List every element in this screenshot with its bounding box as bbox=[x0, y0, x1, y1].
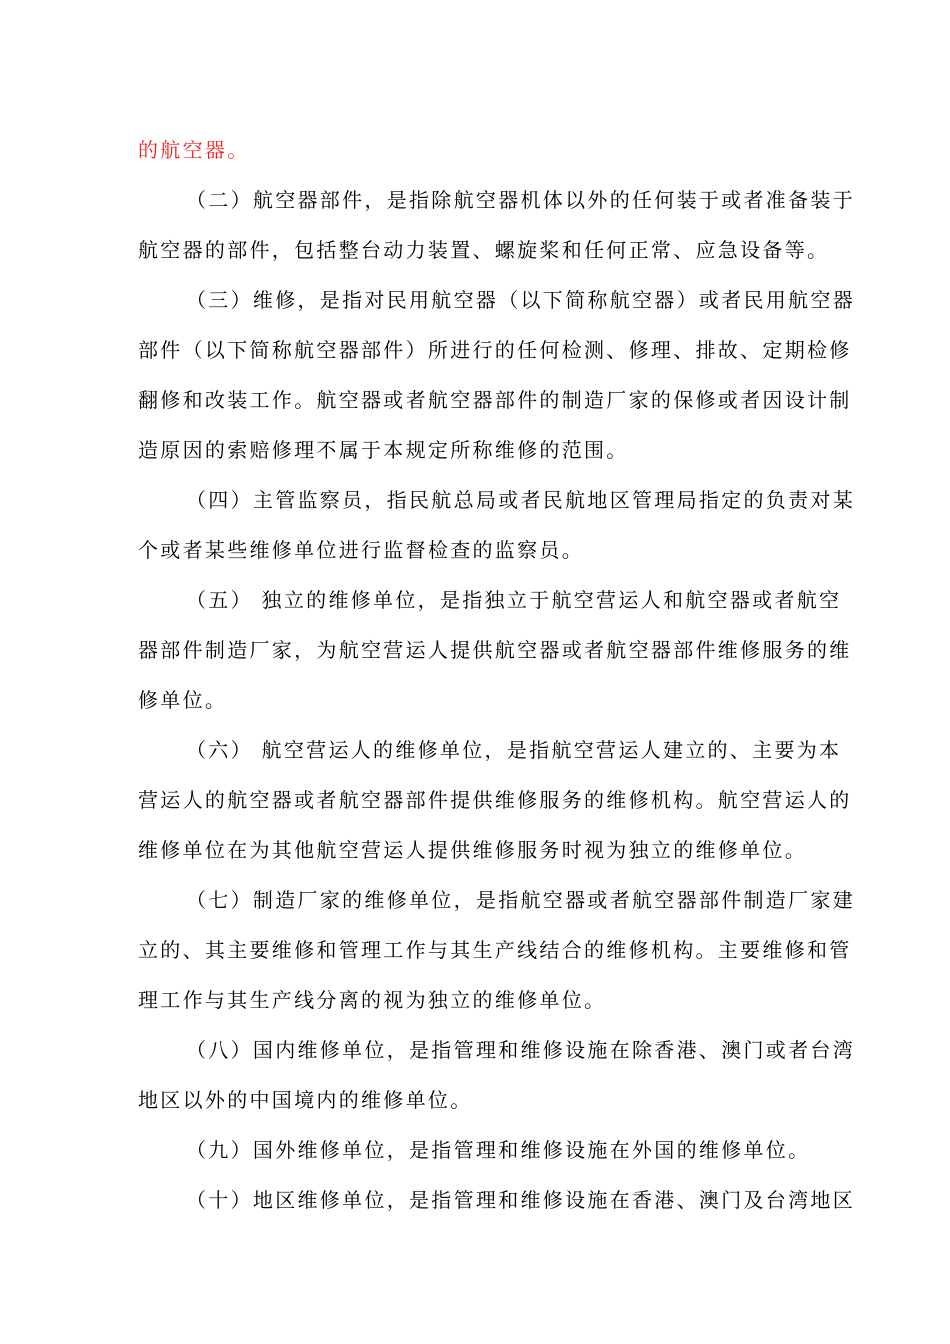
text-line-item-7: （七）制造厂家的维修单位，是指航空器或者航空器部件制造厂家建 bbox=[186, 888, 855, 912]
text-line-item-8: （八）国内维修单位，是指管理和维修设施在除香港、澳门或者台湾 bbox=[186, 1038, 855, 1062]
text-line: 维修单位在为其他航空营运人提供维修服务时视为独立的维修单位。 bbox=[138, 838, 807, 862]
text-line-item-9: （九）国外维修单位，是指管理和维修设施在外国的维修单位。 bbox=[186, 1138, 811, 1162]
text-line: 航空器的部件，包括整台动力装置、螺旋桨和任何正常、应急设备等。 bbox=[138, 238, 830, 262]
text-line: 个或者某些维修单位进行监督检查的监察员。 bbox=[138, 538, 584, 562]
text-line: 地区以外的中国境内的维修单位。 bbox=[138, 1088, 473, 1112]
text-line: 修单位。 bbox=[138, 688, 228, 712]
text-line: 器部件制造厂家，为航空营运人提供航空器或者航空器部件维修服务的维 bbox=[138, 638, 852, 662]
text-line-item-2: （二）航空器部件，是指除航空器机体以外的任何装于或者准备装于 bbox=[186, 188, 855, 212]
text-line: 理工作与其生产线分离的视为独立的维修单位。 bbox=[138, 988, 607, 1012]
text-line-item-10: （十）地区维修单位，是指管理和维修设施在香港、澳门及台湾地区 bbox=[186, 1188, 855, 1212]
text-line-item-6: （六） 航空营运人的维修单位，是指航空营运人建立的、主要为本 bbox=[186, 738, 842, 762]
text-line-item-5: （五） 独立的维修单位，是指独立于航空营运人和航空器或者航空 bbox=[186, 588, 842, 612]
text-line: 翻修和改装工作。航空器或者航空器部件的制造厂家的保修或者因设计制 bbox=[138, 388, 852, 412]
text-line-item-3: （三）维修，是指对民用航空器（以下简称航空器）或者民用航空器 bbox=[186, 288, 855, 312]
text-line: 部件（以下简称航空器部件）所进行的任何检测、修理、排故、定期检修 bbox=[138, 338, 852, 362]
text-line: 立的、其主要维修和管理工作与其生产线结合的维修机构。主要维修和管 bbox=[138, 938, 852, 962]
text-line-continuation-red: 的航空器。 bbox=[138, 138, 250, 162]
text-line: 营运人的航空器或者航空器部件提供维修服务的维修机构。航空营运人的 bbox=[138, 788, 852, 812]
text-line: 造原因的索赔修理不属于本规定所称维修的范围。 bbox=[138, 438, 629, 462]
text-line-item-4: （四）主管监察员，指民航总局或者民航地区管理局指定的负责对某 bbox=[186, 488, 855, 512]
